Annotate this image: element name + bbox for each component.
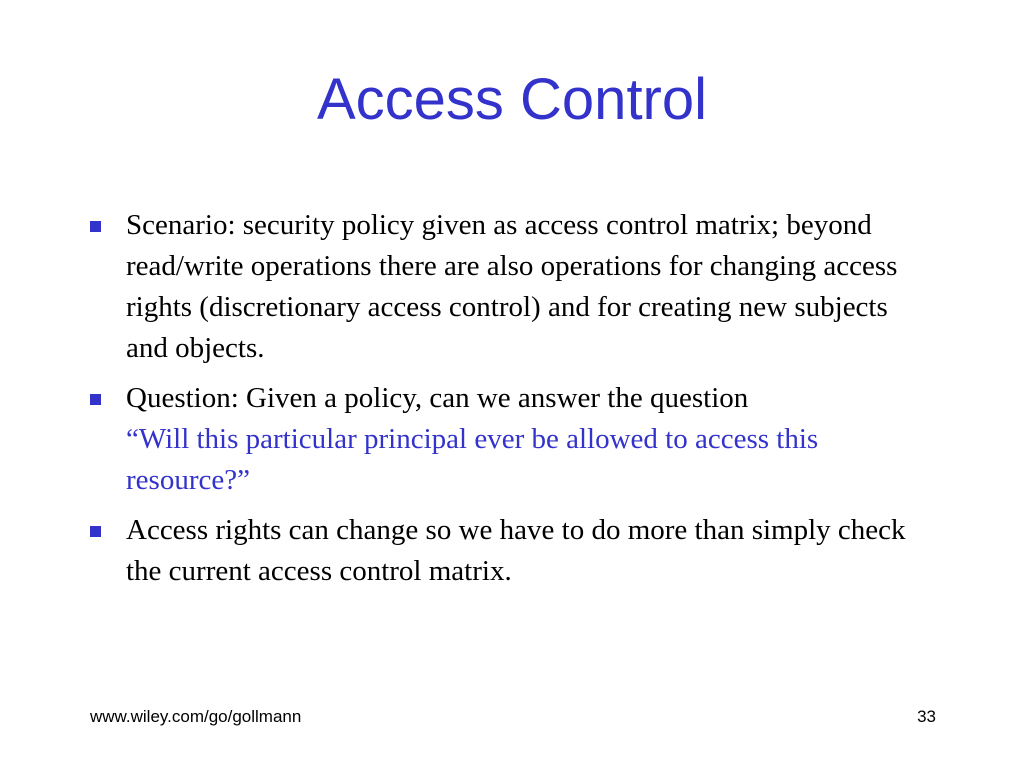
square-bullet-icon (90, 394, 101, 405)
bullet-item (90, 205, 930, 369)
bullet-item (90, 510, 930, 592)
bullet-text: Access rights can change so we have to do more than simply check the current access control matrix. (126, 514, 906, 587)
square-bullet-icon (90, 526, 101, 537)
bullet-item (90, 378, 930, 501)
bullet-text: Scenario: security policy given as access control matrix; beyond read/write operations there are also operations for changing access rights (discretionary access control) and for creating new subjects and objects. (126, 209, 898, 364)
footer-url: www.wiley.com/go/gollmann (90, 707, 302, 726)
highlighted-question: “Will this particular principal ever be allowed to access this resource?” (126, 423, 819, 496)
slide-title: Access Control (316, 67, 708, 132)
page-number: 33 (917, 707, 936, 726)
bullet-list (90, 205, 930, 601)
bullet-text: Question: Given a policy, can we answer the question (126, 382, 749, 414)
square-bullet-icon (90, 221, 101, 232)
